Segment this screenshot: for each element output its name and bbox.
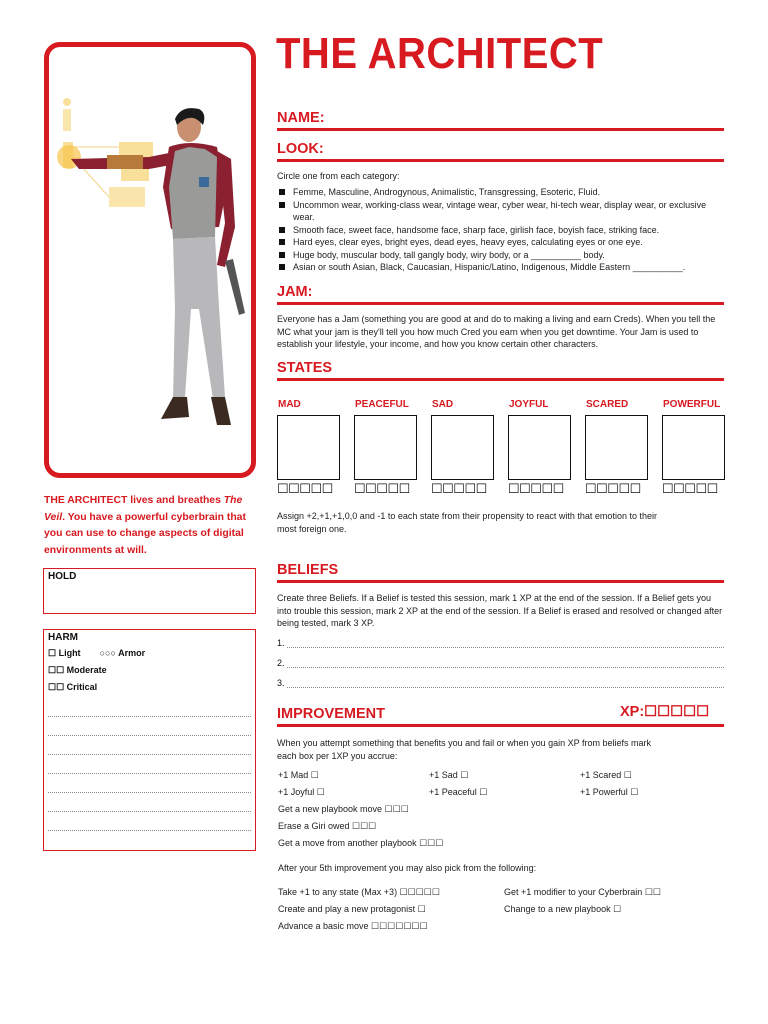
state-checks-mad[interactable]: ☐☐☐☐☐: [277, 481, 333, 496]
advanced-new-protagonist[interactable]: Create and play a new protagonist ☐: [278, 904, 426, 914]
state-box-joyful[interactable]: [508, 415, 571, 480]
look-item[interactable]: Huge body, muscular body, tall gangly body, wiry body, or a __________ body.: [277, 249, 727, 262]
intro-text-1: lives and breathes: [127, 495, 224, 506]
improve-after-5th: After your 5th improvement you may also pick from the following:: [278, 863, 537, 873]
improve-other-playbook-move[interactable]: Get a move from another playbook ☐☐☐: [278, 838, 444, 848]
look-item[interactable]: Femme, Masculine, Androgynous, Animalistic, Transgressing, Esoteric, Fluid.: [277, 186, 727, 199]
state-label-mad: MAD: [278, 399, 301, 410]
state-label-scared: SCARED: [586, 399, 629, 410]
harm-light[interactable]: ☐ Light: [48, 648, 81, 658]
harm-label: HARM: [48, 632, 78, 643]
state-box-mad[interactable]: [277, 415, 340, 480]
harm-note-line[interactable]: [48, 716, 251, 717]
xp-track[interactable]: XP:☐☐☐☐☐: [620, 704, 710, 720]
state-label-powerful: POWERFUL: [663, 399, 721, 410]
jam-rule: [277, 302, 724, 305]
improve-new-move[interactable]: Get a new playbook move ☐☐☐: [278, 804, 409, 814]
look-item[interactable]: Uncommon wear, working-class wear, vintage wear, cyber wear, hi-tech wear, display wear, or exclusive wear.: [277, 199, 727, 224]
improve-erase-giri[interactable]: Erase a Giri owed ☐☐☐: [278, 821, 377, 831]
harm-note-line[interactable]: [48, 830, 251, 831]
intro-veil: The Veil: [44, 495, 243, 523]
look-item[interactable]: Asian or south Asian, Black, Caucasian, Hispanic/Latino, Indigenous, Middle Eastern __________.: [277, 261, 727, 274]
name-field-rule[interactable]: [277, 128, 724, 131]
advanced-cyberbrain[interactable]: Get +1 modifier to your Cyberbrain ☐☐: [504, 887, 661, 897]
advanced-take-plus-one[interactable]: Take +1 to any state (Max +3) ☐☐☐☐☐: [278, 887, 440, 897]
state-checks-scared[interactable]: ☐☐☐☐☐: [585, 481, 641, 496]
belief-line-1[interactable]: [277, 636, 724, 650]
belief-number: 3.: [277, 678, 285, 688]
belief-number: 2.: [277, 658, 285, 668]
name-label: NAME:: [277, 110, 325, 126]
page-title: THE ARCHITECT: [276, 30, 604, 78]
state-checks-powerful[interactable]: ☐☐☐☐☐: [662, 481, 718, 496]
look-label: LOOK:: [277, 141, 324, 157]
belief-line-3[interactable]: [277, 676, 724, 690]
state-checks-sad[interactable]: ☐☐☐☐☐: [431, 481, 487, 496]
look-instruction: Circle one from each category:: [277, 171, 400, 181]
look-list: [277, 186, 727, 274]
states-instruction: Assign +2,+1,+1,0,0 and -1 to each state from their propensity to react with that emotion to their most foreign one.: [277, 511, 657, 534]
harm-note-line[interactable]: [48, 754, 251, 755]
harm-light-row[interactable]: [48, 645, 255, 662]
beliefs-label: BELIEFS: [277, 562, 339, 578]
advanced-change-playbook[interactable]: Change to a new playbook ☐: [504, 904, 622, 914]
state-label-joyful: JOYFUL: [509, 399, 549, 410]
jam-label: JAM:: [277, 284, 313, 300]
state-box-sad[interactable]: [431, 415, 494, 480]
state-checks-peaceful[interactable]: ☐☐☐☐☐: [354, 481, 410, 496]
improve-sad[interactable]: +1 Sad ☐: [429, 770, 469, 780]
beliefs-rule: [277, 580, 724, 583]
harm-note-line[interactable]: [48, 773, 251, 774]
playbook-intro: [44, 493, 258, 559]
intro-text-2: . You have a powerful cyberbrain that you can use to change aspects of digital environments at will.: [44, 511, 246, 556]
state-box-powerful[interactable]: [662, 415, 725, 480]
improvement-intro: When you attempt something that benefits you and fail or when you gain XP from beliefs mark each box per 1XP you accrue:: [277, 738, 652, 761]
harm-critical[interactable]: ☐☐ Critical: [48, 682, 98, 692]
look-item[interactable]: Hard eyes, clear eyes, bright eyes, dead eyes, heavy eyes, calculating eyes or one eye.: [277, 236, 727, 249]
character-portrait-illustration: [49, 47, 251, 473]
harm-note-line[interactable]: [48, 735, 251, 736]
beliefs-text: Create three Beliefs. If a Belief is tested this session, mark 1 XP at the end of the session. If a Belief gets you into trouble this session, mark 2 XP at the end of the session. If a Belief is erased and resolved or changed after being tested, mark 3 XP.: [277, 593, 723, 628]
improvement-rule: [277, 724, 724, 727]
harm-moderate[interactable]: ☐☐ Moderate: [48, 665, 107, 675]
improve-powerful[interactable]: +1 Powerful ☐: [580, 787, 639, 797]
state-label-peaceful: PEACEFUL: [355, 399, 409, 410]
state-label-sad: SAD: [432, 399, 454, 410]
harm-armor[interactable]: ○○○ Armor: [99, 648, 146, 658]
harm-note-line[interactable]: [48, 792, 251, 793]
state-checks-joyful[interactable]: ☐☐☐☐☐: [508, 481, 564, 496]
look-item[interactable]: Smooth face, sweet face, handsome face, sharp face, girlish face, boyish face, striking face.: [277, 224, 727, 237]
intro-name: THE ARCHITECT: [44, 495, 128, 506]
states-label: STATES: [277, 360, 333, 376]
character-portrait-frame: [44, 42, 256, 478]
improve-joyful[interactable]: +1 Joyful ☐: [278, 787, 325, 797]
improve-scared[interactable]: +1 Scared ☐: [580, 770, 632, 780]
improve-peaceful[interactable]: +1 Peaceful ☐: [429, 787, 488, 797]
advanced-basic-move[interactable]: Advance a basic move ☐☐☐☐☐☐☐: [278, 921, 428, 931]
hold-box[interactable]: [43, 568, 256, 614]
state-box-peaceful[interactable]: [354, 415, 417, 480]
look-rule: [277, 159, 724, 162]
states-rule: [277, 378, 724, 381]
belief-number: 1.: [277, 638, 285, 648]
belief-line-2[interactable]: [277, 656, 724, 670]
improve-mad[interactable]: +1 Mad ☐: [278, 770, 319, 780]
hold-label: HOLD: [48, 571, 77, 582]
improvement-label: IMPROVEMENT: [277, 706, 385, 722]
harm-box: [43, 629, 256, 851]
state-box-scared[interactable]: [585, 415, 648, 480]
harm-note-line[interactable]: [48, 811, 251, 812]
jam-text: Everyone has a Jam (something you are good at and do to making a living and earn Creds). When you tell the MC what your jam is they'll tell you how much Cred you earn when you get downtime. Your Jam is used to establish your lifestyle, your income, and how you know certain other characters.: [277, 314, 716, 349]
